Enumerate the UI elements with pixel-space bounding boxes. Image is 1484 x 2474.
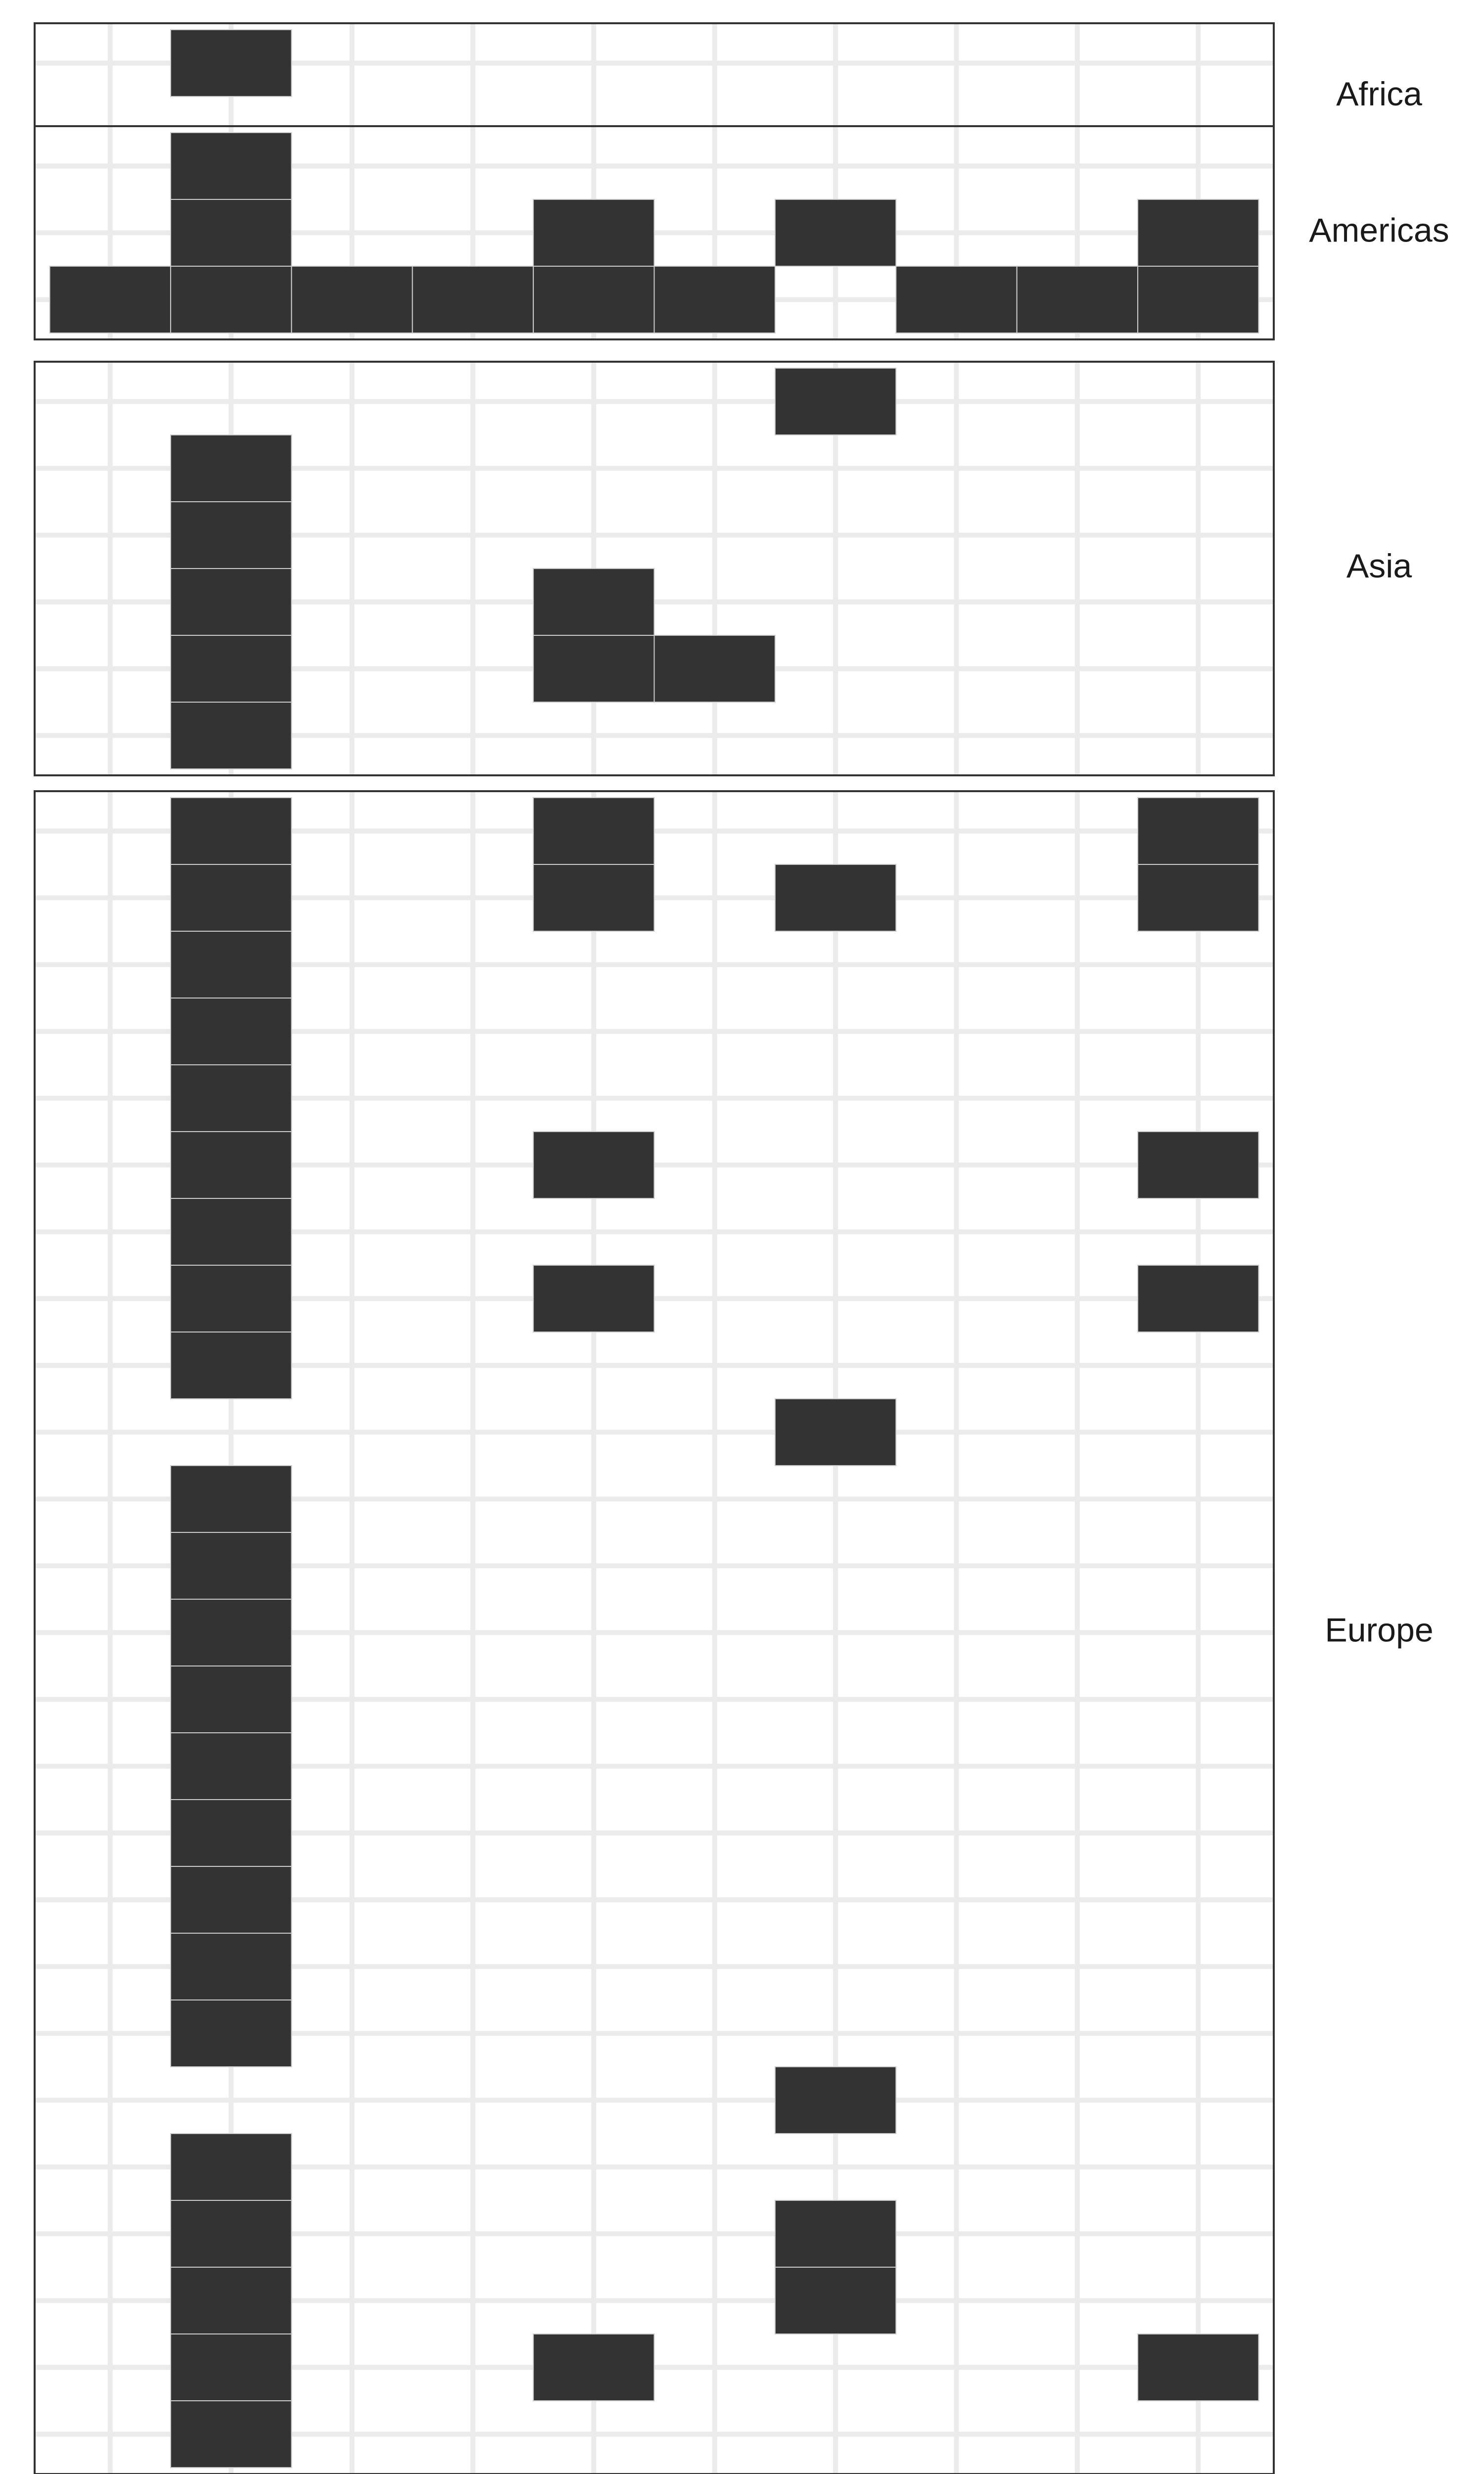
tile-europe-r23-rsv bbox=[1138, 2334, 1258, 2401]
tile-europe-r7-rsv bbox=[1138, 1265, 1258, 1332]
tile-africa-r0-covid-19 bbox=[171, 30, 291, 96]
tile-europe-r0-covid-19 bbox=[171, 798, 291, 864]
tile-europe-r0-rsv bbox=[1138, 798, 1258, 864]
tile-europe-r8-covid-19 bbox=[171, 1332, 291, 1399]
tile-europe-r9-not-available bbox=[775, 1399, 896, 1466]
tile-asia-r3-influenza bbox=[533, 569, 654, 635]
tile-europe-r5-influenza bbox=[533, 1132, 654, 1198]
tile-europe-r1-covid-19 bbox=[171, 864, 291, 931]
tile-europe-r2-covid-19 bbox=[171, 931, 291, 998]
tile-europe-r16-covid-19 bbox=[171, 1866, 291, 1933]
tile-europe-r3-covid-19 bbox=[171, 998, 291, 1065]
tile-europe-r5-rsv bbox=[1138, 1132, 1258, 1198]
tile-europe-r24-covid-19 bbox=[171, 2401, 291, 2468]
tile-europe-r0-influenza bbox=[533, 798, 654, 864]
tile-europe-r14-covid-19 bbox=[171, 1733, 291, 1800]
facet-europe bbox=[35, 791, 1434, 2474]
tile-europe-r1-influenza bbox=[533, 864, 654, 931]
tile-europe-r13-covid-19 bbox=[171, 1666, 291, 1733]
tile-americas-r0-covid-19 bbox=[171, 133, 291, 199]
tile-europe-r5-covid-19 bbox=[171, 1132, 291, 1198]
facet-label: Americas bbox=[1309, 211, 1449, 249]
facet-label: Asia bbox=[1346, 547, 1412, 585]
tile-americas-r1-not-available bbox=[775, 199, 896, 266]
facet-panels bbox=[35, 23, 1449, 2474]
tile-europe-r15-covid-19 bbox=[171, 1800, 291, 1866]
tile-europe-r4-covid-19 bbox=[171, 1065, 291, 1132]
tile-europe-r20-covid-19 bbox=[171, 2134, 291, 2200]
tile-europe-r19-not-available bbox=[775, 2067, 896, 2134]
tile-europe-r7-covid-19 bbox=[171, 1265, 291, 1332]
tile-europe-r1-not-available bbox=[775, 864, 896, 931]
facet-americas bbox=[35, 126, 1449, 339]
tile-americas-r1-covid-19 bbox=[171, 199, 291, 266]
tile-europe-r11-covid-19 bbox=[171, 1532, 291, 1599]
facet-asia bbox=[35, 362, 1412, 775]
tile-asia-r5-covid-19 bbox=[171, 702, 291, 769]
tile-americas-r2-hmpv bbox=[413, 266, 533, 333]
tile-asia-r2-covid-19 bbox=[171, 502, 291, 569]
tile-asia-r1-covid-19 bbox=[171, 435, 291, 502]
tile-europe-r17-covid-19 bbox=[171, 1933, 291, 2000]
tile-europe-r10-covid-19 bbox=[171, 1466, 291, 1532]
tile-europe-r18-covid-19 bbox=[171, 2000, 291, 2067]
tile-asia-r3-covid-19 bbox=[171, 569, 291, 635]
tile-europe-r21-not-available bbox=[775, 2200, 896, 2267]
tile-europe-r21-covid-19 bbox=[171, 2200, 291, 2267]
tile-europe-r1-rsv bbox=[1138, 864, 1258, 931]
tile-americas-r2-norovirus bbox=[654, 266, 775, 333]
tile-europe-r6-covid-19 bbox=[171, 1198, 291, 1265]
tile-americas-r2-rotavirus bbox=[1017, 266, 1138, 333]
tile-americas-r2-parainfluenza bbox=[896, 266, 1017, 333]
tile-americas-r2-influenza bbox=[533, 266, 654, 333]
tile-asia-r4-covid-19 bbox=[171, 635, 291, 702]
tile-europe-r12-covid-19 bbox=[171, 1599, 291, 1666]
tile-asia-r0-not-available bbox=[775, 368, 896, 435]
facet-label: Europe bbox=[1325, 1611, 1434, 1649]
tile-americas-r1-influenza bbox=[533, 199, 654, 266]
tile-europe-r7-influenza bbox=[533, 1265, 654, 1332]
tile-asia-r4-norovirus bbox=[654, 635, 775, 702]
facet-label: Africa bbox=[1336, 75, 1422, 113]
tile-americas-r2-rsv bbox=[1138, 266, 1258, 333]
tile-americas-r2-adenovirus-group-f bbox=[50, 266, 171, 333]
tile-europe-r23-influenza bbox=[533, 2334, 654, 2401]
tile-americas-r2-covid-19 bbox=[171, 266, 291, 333]
tile-americas-r1-rsv bbox=[1138, 199, 1258, 266]
tile-europe-r22-covid-19 bbox=[171, 2267, 291, 2334]
tile-europe-r23-covid-19 bbox=[171, 2334, 291, 2401]
tile-americas-r2-enterovirus bbox=[291, 266, 412, 333]
tile-europe-r22-not-available bbox=[775, 2267, 896, 2334]
tile-asia-r4-influenza bbox=[533, 635, 654, 702]
